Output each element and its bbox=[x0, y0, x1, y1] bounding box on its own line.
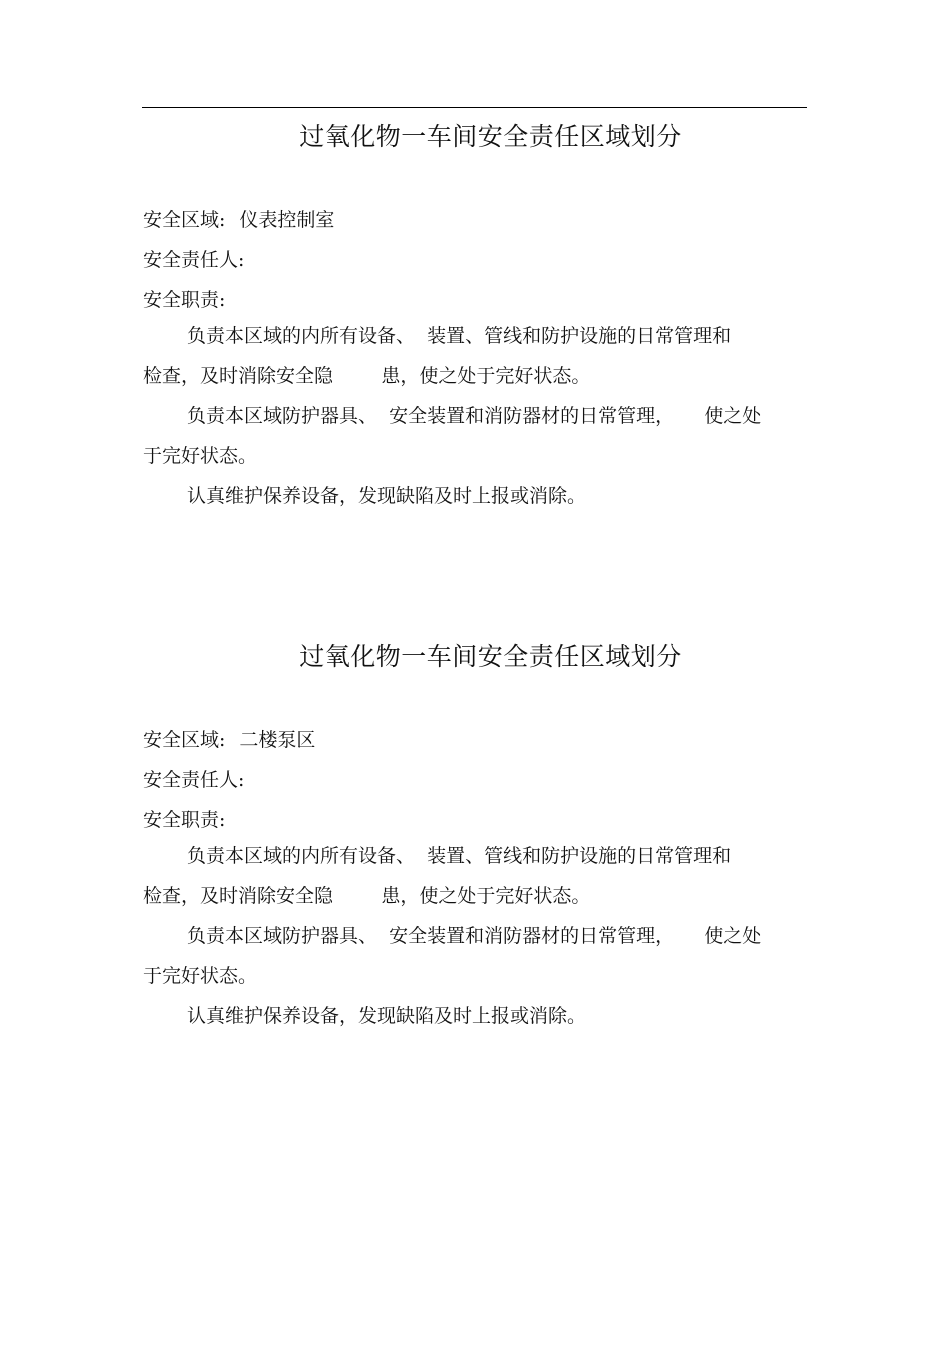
safety-area-row bbox=[143, 728, 808, 752]
safety-duties-row bbox=[143, 808, 808, 832]
duty-line: 负责本区域防护器具、 安全装置和消防器材的日常管理， 使之处 bbox=[187, 405, 762, 427]
duty-line: 负责本区域的内所有设备、 装置、管线和防护设施的日常管理和 bbox=[187, 325, 732, 347]
duty-line: 检查，及时消除安全隐 患，使之处于完好状态。 bbox=[143, 365, 591, 387]
responsible-person-label: 安全责任人: bbox=[143, 249, 245, 271]
duty-line: 检查，及时消除安全隐 患，使之处于完好状态。 bbox=[143, 885, 591, 907]
duty-line: 认真维护保养设备，发现缺陷及时上报或消除。 bbox=[187, 1005, 587, 1027]
duty-line: 于完好状态。 bbox=[143, 445, 258, 467]
responsible-person-row bbox=[143, 248, 808, 272]
duty-line: 负责本区域的内所有设备、 装置、管线和防护设施的日常管理和 bbox=[187, 845, 732, 867]
section-title: 过氧化物一车间安全责任区域划分 bbox=[299, 122, 682, 151]
safety-area-value: 仪表控制室 bbox=[239, 209, 335, 231]
safety-duties-row bbox=[143, 288, 808, 312]
safety-duties-label: 安全职责: bbox=[143, 809, 226, 831]
safety-area-label: 安全区域: bbox=[143, 209, 226, 231]
safety-area-row bbox=[143, 208, 808, 232]
responsibility-section-2 bbox=[143, 638, 808, 1036]
section-title: 过氧化物一车间安全责任区域划分 bbox=[299, 642, 682, 671]
duty-line: 负责本区域防护器具、 安全装置和消防器材的日常管理， 使之处 bbox=[187, 925, 762, 947]
duty-line: 于完好状态。 bbox=[143, 965, 258, 987]
duties-text bbox=[143, 316, 808, 516]
safety-area-label: 安全区域: bbox=[143, 729, 226, 751]
responsibility-section-1 bbox=[143, 118, 808, 516]
responsible-person-row bbox=[143, 768, 808, 792]
responsible-person-label: 安全责任人: bbox=[143, 769, 245, 791]
safety-duties-label: 安全职责: bbox=[143, 289, 226, 311]
duty-line: 认真维护保养设备，发现缺陷及时上报或消除。 bbox=[187, 485, 587, 507]
duties-text bbox=[143, 836, 808, 1036]
top-horizontal-rule bbox=[142, 107, 807, 108]
safety-area-value: 二楼泵区 bbox=[239, 729, 316, 751]
